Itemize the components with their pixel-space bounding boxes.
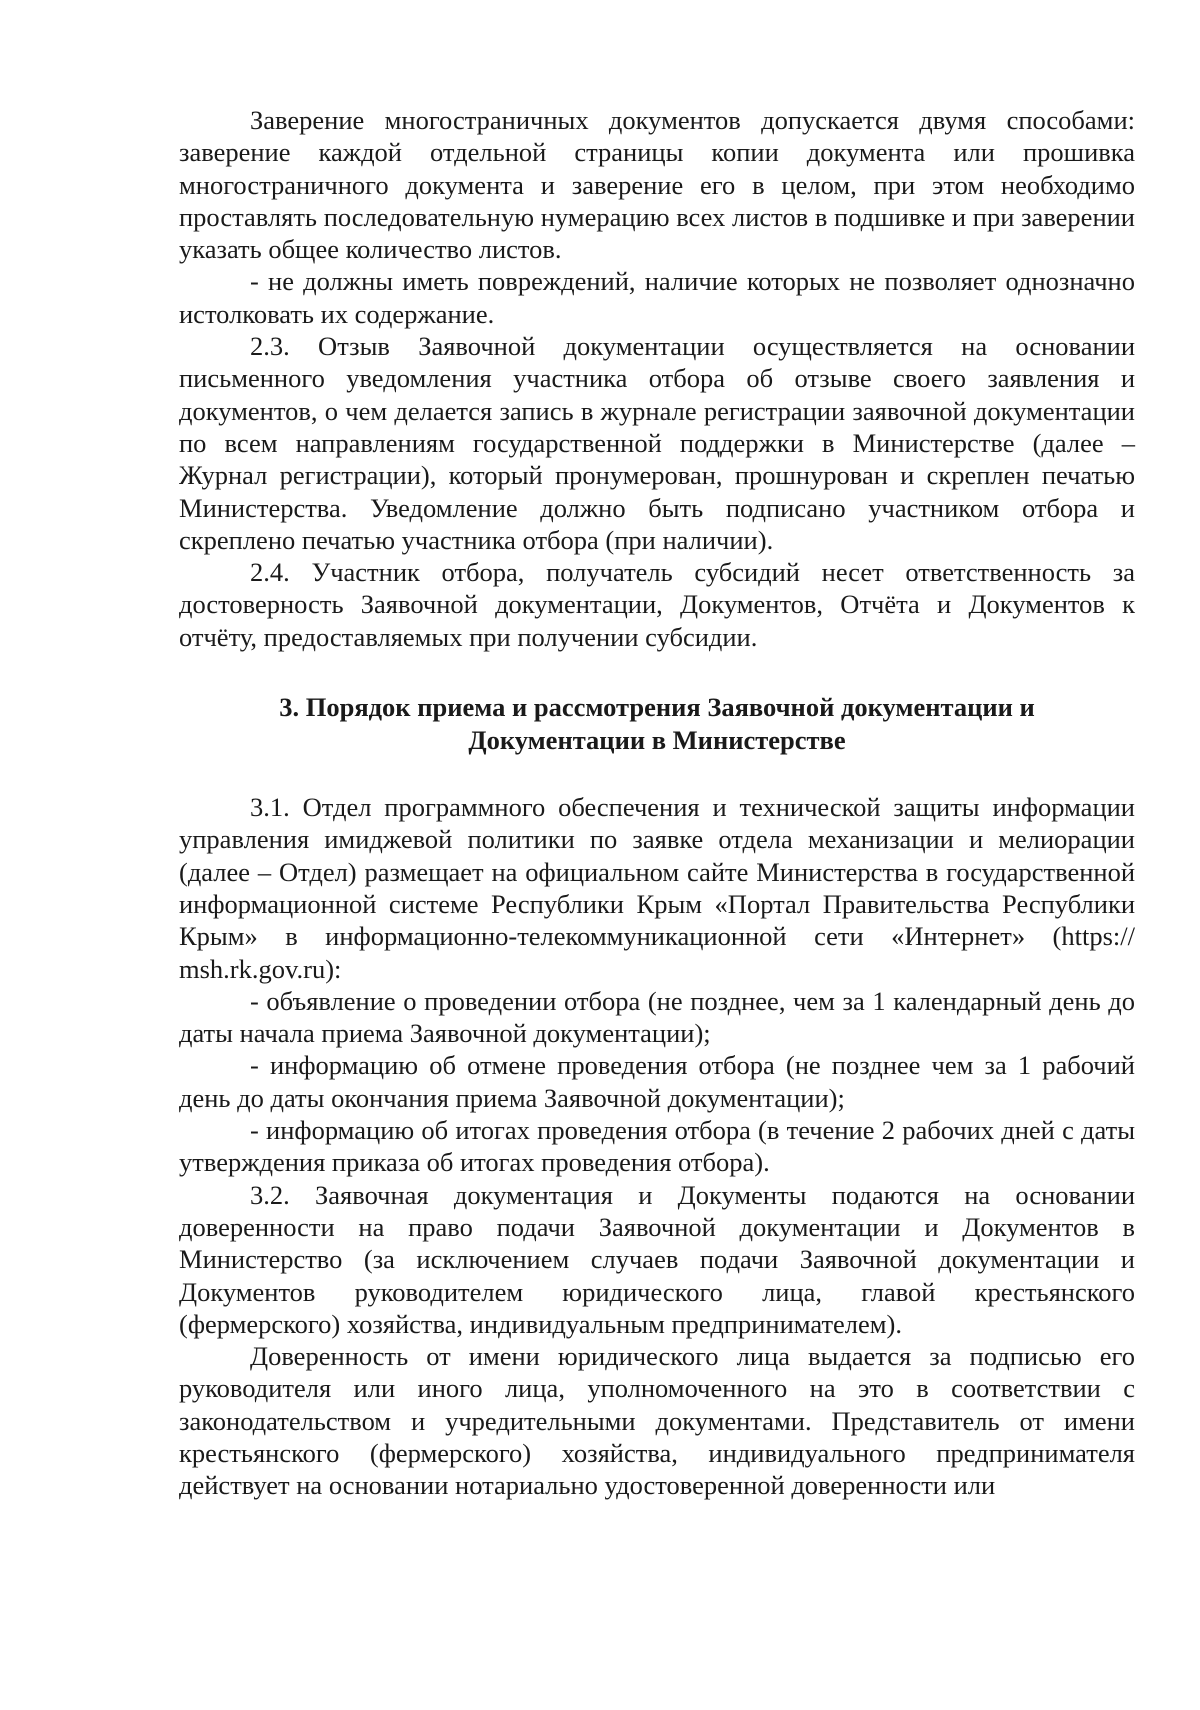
paragraph-power-of-attorney: Доверенность от имени юридического лица выдается за подписью его руководителя или иного лица, уполномоченного на это в соответствии с законодательством и учредительными документами. Представитель от имени крестьянского (фермерского) хозяйства, индивидуального предпринимателя действует на основании нотариально удостоверенной доверенности или [179,1341,1135,1501]
section-heading-3 [179,691,1135,757]
section-heading-line-2: Документации в Министерстве [468,725,846,756]
paragraph-certification: Заверение многостраничных документов допускается двумя способами: заверение каждой отдельной страницы копии документа или прошивка многостраничного документа и заверение его в целом, при этом необходимо проставлять последовательную нумерацию всех листов в подшивке и при заверении указать общее количество листов. [179,105,1135,265]
paragraph-2-4: 2.4. Участник отбора, получатель субсидий несет ответственность за достоверность Заявочной документации, Документов, Отчёта и Документов к отчёту, предоставляемых при получении субсидии. [179,557,1135,652]
paragraph-3-1: 3.1. Отдел программного обеспечения и технической защиты информации управления имиджевой политики по заявке отдела механизации и мелиорации (далее – Отдел) размещает на официальном сайте Министерства в государственной информационной системе Республики Крым «Портал Правительства Республики Крым» в информационно-телекоммуникационной сети «Интернет» (https:// msh.rk.gov.ru): [179,792,1135,984]
paragraph-announcement: - объявление о проведении отбора (не позднее, чем за 1 календарный день до даты начала приема Заявочной документации); [179,985,1135,1049]
section-heading-line-1: 3. Порядок приема и рассмотрения Заявочной документации и [279,692,1035,723]
paragraph-3-2: 3.2. Заявочная документация и Документы подаются на основании доверенности на право подачи Заявочной документации и Документов в Министерство (за исключением случаев подачи Заявочной документации и Документов руководителем юридического лица, главой крестьянского (фермерского) хозяйства, индивидуальным предпринимателем). [179,1179,1135,1339]
paragraph-cancellation: - информацию об отмене проведения отбора (не позднее чем за 1 рабочий день до даты окончания приема Заявочной документации); [179,1050,1135,1113]
document-body [179,104,1135,1502]
paragraph-results: - информацию об итогах проведения отбора (в течение 2 рабочих дней с даты утверждения приказа об итогах проведения отбора). [179,1115,1135,1178]
paragraph-2-3: 2.3. Отзыв Заявочной документации осуществляется на основании письменного уведомления участника отбора об отзыве своего заявления и документов, о чем делается запись в журнале регистрации заявочной документации по всем направлениям государственной поддержки в Министерстве (далее – Журнал регистрации), который пронумерован, прошнурован и скреплен печатью Министерства. Уведомление должно быть подписано участником отбора и скреплено печатью участника отбора (при наличии). [179,331,1135,555]
paragraph-no-damage: - не должны иметь повреждений, наличие которых не позволяет однозначно истолковать их содержание. [179,266,1135,329]
